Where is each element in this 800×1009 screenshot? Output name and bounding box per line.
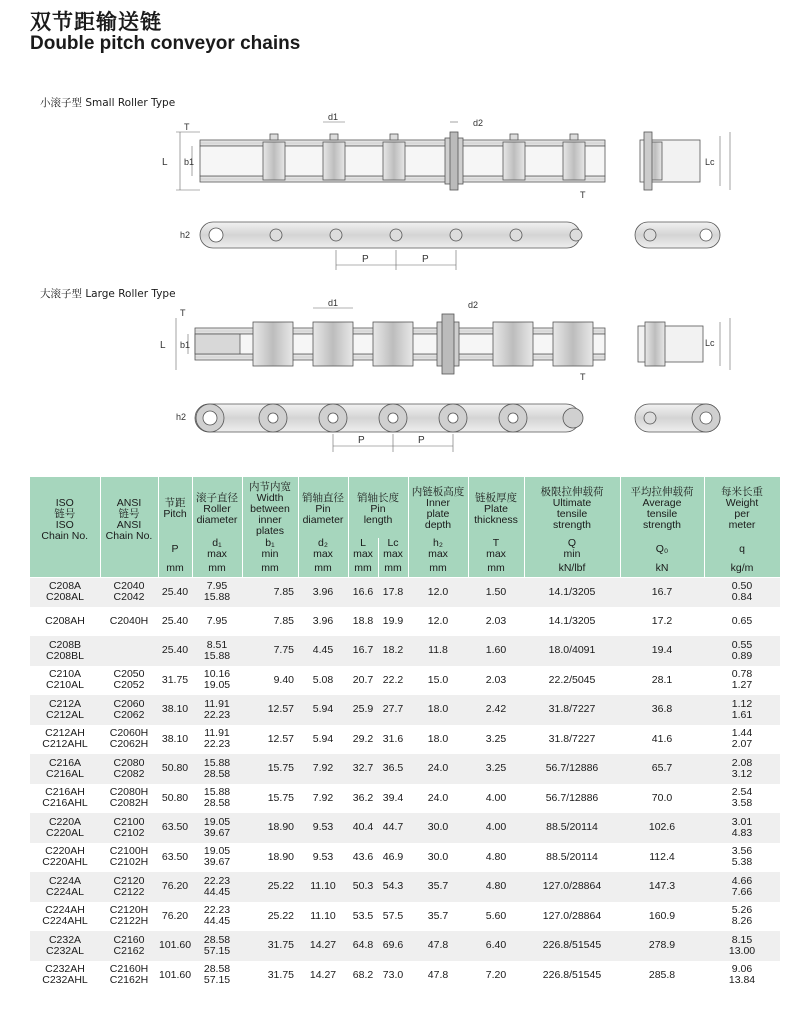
cell-pin-length-lc: 27.7	[378, 695, 408, 725]
page-title-cn: 双节距输送链	[30, 10, 162, 34]
cell-pin-length-lc: 39.4	[378, 784, 408, 814]
cell-ultimate-strength: 226.8/51545	[524, 961, 620, 991]
table-row	[30, 784, 780, 814]
cell-ultimate-strength: 14.1/3205	[524, 607, 620, 637]
cell-weight: 8.15 13.00	[704, 931, 780, 961]
cell-pin-diameter: 4.45	[298, 636, 348, 666]
unit-weight: kg/m	[704, 560, 780, 577]
cell-ansi: C2160H C2162H	[100, 961, 158, 991]
cell-roller-diameter: 28.58 57.15	[192, 931, 242, 961]
large-d2-label: d2	[468, 300, 479, 310]
cell-average-strength: 17.2	[620, 607, 704, 637]
table-row	[30, 872, 780, 902]
cell-plate-thickness: 6.40	[468, 931, 524, 961]
small-P-label-1: P	[362, 254, 369, 265]
cell-weight: 0.65	[704, 607, 780, 637]
page-title-en: Double pitch conveyor chains	[30, 33, 301, 54]
cell-plate-depth: 12.0	[408, 577, 468, 607]
large-b1-label: b1	[180, 340, 191, 350]
small-d2-label: d2	[473, 118, 484, 128]
cell-pin-length-lc: 22.2	[378, 666, 408, 696]
cell-pin-length-l: 40.4	[348, 813, 378, 843]
cell-pin-length-lc: 46.9	[378, 843, 408, 873]
cell-ultimate-strength: 127.0/28864	[524, 902, 620, 932]
cell-pin-length-l: 25.9	[348, 695, 378, 725]
header-width-sym: b₁ min	[242, 538, 298, 560]
cell-pitch: 50.80	[158, 754, 192, 784]
cell-pin-length-lc: 31.6	[378, 725, 408, 755]
cell-iso: C232A C232AL	[30, 931, 100, 961]
small-d1-label: d1	[328, 112, 339, 122]
unit-ult: kN/lbf	[524, 560, 620, 577]
cell-iso: C208AH	[30, 607, 100, 637]
small-side-dimensions	[336, 250, 456, 270]
table-row	[30, 636, 780, 666]
cell-inner-width: 18.90	[242, 843, 298, 873]
small-L-label: L	[162, 157, 168, 168]
cell-average-strength: 70.0	[620, 784, 704, 814]
unit-pitch: mm	[158, 560, 192, 577]
header-pin-diameter: 销轴直径 Pin diameter	[298, 477, 348, 538]
cell-ansi	[100, 636, 158, 666]
cell-plate-thickness: 1.50	[468, 577, 524, 607]
cell-pin-length-l: 20.7	[348, 666, 378, 696]
header-ult-sym: Q min	[524, 538, 620, 560]
cell-weight: 1.12 1.61	[704, 695, 780, 725]
small-roller-type-label: 小滚子型 Small Roller Type	[40, 97, 176, 109]
cell-plate-depth: 15.0	[408, 666, 468, 696]
large-T-top-label: T	[180, 308, 186, 318]
header-l-sym: L max	[348, 538, 378, 560]
cell-pitch: 31.75	[158, 666, 192, 696]
cell-pin-length-l: 43.6	[348, 843, 378, 873]
cell-roller-diameter: 28.58 57.15	[192, 961, 242, 991]
cell-average-strength: 36.8	[620, 695, 704, 725]
unit-lc: mm	[378, 560, 408, 577]
cell-inner-width: 18.90	[242, 813, 298, 843]
cell-ansi: C2040 C2042	[100, 577, 158, 607]
cell-inner-width: 25.22	[242, 872, 298, 902]
cell-ansi: C2060 C2062	[100, 695, 158, 725]
cell-weight: 5.26 8.26	[704, 902, 780, 932]
cell-pin-diameter: 7.92	[298, 784, 348, 814]
header-weight-sym: q	[704, 538, 780, 560]
cell-inner-width: 12.57	[242, 725, 298, 755]
cell-plate-thickness: 2.03	[468, 666, 524, 696]
cell-pin-diameter: 9.53	[298, 813, 348, 843]
cell-pin-length-lc: 36.5	[378, 754, 408, 784]
cell-inner-width: 31.75	[242, 931, 298, 961]
cell-ansi: C2100 C2102	[100, 813, 158, 843]
cell-pitch: 76.20	[158, 872, 192, 902]
cell-iso: C224AH C224AHL	[30, 902, 100, 932]
cell-pin-diameter: 5.08	[298, 666, 348, 696]
unit-pin: mm	[298, 560, 348, 577]
cell-pitch: 25.40	[158, 577, 192, 607]
large-side-dimensions	[333, 434, 453, 452]
cell-ultimate-strength: 31.8/7227	[524, 725, 620, 755]
cell-pin-diameter: 14.27	[298, 931, 348, 961]
cell-average-strength: 19.4	[620, 636, 704, 666]
unit-width: mm	[242, 560, 298, 577]
cell-roller-diameter: 19.05 39.67	[192, 843, 242, 873]
cell-iso: C210A C210AL	[30, 666, 100, 696]
unit-avg: kN	[620, 560, 704, 577]
cell-pin-diameter: 3.96	[298, 607, 348, 637]
cell-pin-length-l: 18.8	[348, 607, 378, 637]
cell-plate-depth: 47.8	[408, 931, 468, 961]
cell-iso: C208B C208BL	[30, 636, 100, 666]
cell-average-strength: 160.9	[620, 902, 704, 932]
cell-pin-length-l: 36.2	[348, 784, 378, 814]
cell-iso: C220A C220AL	[30, 813, 100, 843]
table-row	[30, 843, 780, 873]
cell-inner-width: 9.40	[242, 666, 298, 696]
cell-iso: C216AH C216AHL	[30, 784, 100, 814]
cell-pin-diameter: 14.27	[298, 961, 348, 991]
small-Lc-label: Lc	[705, 157, 715, 167]
cell-plate-depth: 30.0	[408, 843, 468, 873]
cell-pin-diameter: 11.10	[298, 872, 348, 902]
large-T-bottom-label: T	[580, 372, 586, 382]
cell-pin-diameter: 7.92	[298, 754, 348, 784]
cell-pitch: 38.10	[158, 695, 192, 725]
cell-roller-diameter: 8.51 15.88	[192, 636, 242, 666]
cell-pin-diameter: 5.94	[298, 695, 348, 725]
small-P-label-2: P	[422, 254, 429, 265]
cell-plate-depth: 18.0	[408, 695, 468, 725]
cell-ansi: C2050 C2052	[100, 666, 158, 696]
cell-average-strength: 278.9	[620, 931, 704, 961]
large-top-view	[195, 314, 703, 374]
cell-ultimate-strength: 18.0/4091	[524, 636, 620, 666]
cell-ultimate-strength: 88.5/20114	[524, 843, 620, 873]
header-pitch-sym: P	[158, 538, 192, 560]
cell-pin-length-l: 29.2	[348, 725, 378, 755]
cell-iso: C220AH C220AHL	[30, 843, 100, 873]
cell-inner-width: 15.75	[242, 754, 298, 784]
spec-table	[30, 477, 781, 990]
large-roller-diagram	[140, 296, 740, 466]
cell-pin-length-lc: 57.5	[378, 902, 408, 932]
cell-roller-diameter: 11.91 22.23	[192, 725, 242, 755]
header-plate-thickness: 链板厚度 Plate thickness	[468, 477, 524, 538]
cell-plate-thickness: 5.60	[468, 902, 524, 932]
cell-average-strength: 65.7	[620, 754, 704, 784]
cell-pin-diameter: 5.94	[298, 725, 348, 755]
cell-ansi: C2040H	[100, 607, 158, 637]
cell-weight: 0.55 0.89	[704, 636, 780, 666]
cell-pin-length-l: 16.7	[348, 636, 378, 666]
cell-average-strength: 285.8	[620, 961, 704, 991]
cell-pitch: 25.40	[158, 607, 192, 637]
cell-pitch: 38.10	[158, 725, 192, 755]
unit-depth: mm	[408, 560, 468, 577]
cell-pin-length-lc: 44.7	[378, 813, 408, 843]
header-plate-depth: 内链板高度 Inner plate depth	[408, 477, 468, 538]
cell-ultimate-strength: 226.8/51545	[524, 931, 620, 961]
cell-ansi: C2080H C2082H	[100, 784, 158, 814]
cell-weight: 2.54 3.58	[704, 784, 780, 814]
cell-average-strength: 41.6	[620, 725, 704, 755]
cell-average-strength: 102.6	[620, 813, 704, 843]
header-weight: 每米长重 Weight per meter	[704, 477, 780, 538]
cell-pin-length-l: 64.8	[348, 931, 378, 961]
cell-pin-length-l: 16.6	[348, 577, 378, 607]
unit-thick: mm	[468, 560, 524, 577]
cell-plate-depth: 24.0	[408, 784, 468, 814]
cell-ultimate-strength: 56.7/12886	[524, 754, 620, 784]
cell-inner-width: 7.85	[242, 607, 298, 637]
cell-roller-diameter: 15.88 28.58	[192, 784, 242, 814]
cell-roller-diameter: 7.95	[192, 607, 242, 637]
cell-inner-width: 7.75	[242, 636, 298, 666]
cell-pitch: 101.60	[158, 931, 192, 961]
header-avg-sym: Q₀	[620, 538, 704, 560]
cell-ansi: C2160 C2162	[100, 931, 158, 961]
cell-average-strength: 16.7	[620, 577, 704, 607]
cell-pitch: 63.50	[158, 813, 192, 843]
cell-ansi: C2120H C2122H	[100, 902, 158, 932]
cell-plate-thickness: 3.25	[468, 754, 524, 784]
cell-pin-length-lc: 73.0	[378, 961, 408, 991]
cell-ansi: C2060H C2062H	[100, 725, 158, 755]
large-side-view	[195, 404, 720, 432]
cell-plate-thickness: 4.80	[468, 872, 524, 902]
cell-ultimate-strength: 88.5/20114	[524, 813, 620, 843]
cell-average-strength: 28.1	[620, 666, 704, 696]
cell-pitch: 50.80	[158, 784, 192, 814]
small-h2-label: h2	[180, 230, 191, 240]
cell-inner-width: 12.57	[242, 695, 298, 725]
header-ultimate-strength: 极限拉伸载荷 Ultimate tensile strength	[524, 477, 620, 538]
cell-roller-diameter: 7.95 15.88	[192, 577, 242, 607]
cell-weight: 4.66 7.66	[704, 872, 780, 902]
cell-pin-length-l: 53.5	[348, 902, 378, 932]
cell-pin-diameter: 9.53	[298, 843, 348, 873]
table-row	[30, 607, 780, 637]
cell-roller-diameter: 15.88 28.58	[192, 754, 242, 784]
table-row	[30, 961, 780, 991]
cell-weight: 2.08 3.12	[704, 754, 780, 784]
cell-pin-diameter: 3.96	[298, 577, 348, 607]
large-P-label-2: P	[418, 435, 425, 446]
header-iso: ISO 链号 ISO Chain No.	[30, 477, 100, 560]
cell-pin-length-lc: 19.9	[378, 607, 408, 637]
cell-ultimate-strength: 56.7/12886	[524, 784, 620, 814]
cell-weight: 9.06 13.84	[704, 961, 780, 991]
cell-plate-depth: 35.7	[408, 902, 468, 932]
cell-pin-length-lc: 69.6	[378, 931, 408, 961]
cell-plate-thickness: 1.60	[468, 636, 524, 666]
cell-plate-thickness: 4.00	[468, 784, 524, 814]
cell-plate-thickness: 4.80	[468, 843, 524, 873]
cell-pin-diameter: 11.10	[298, 902, 348, 932]
cell-ansi: C2100H C2102H	[100, 843, 158, 873]
small-T-top-label: T	[184, 122, 190, 132]
cell-pin-length-l: 32.7	[348, 754, 378, 784]
large-h2-label: h2	[176, 412, 187, 422]
cell-roller-diameter: 10.16 19.05	[192, 666, 242, 696]
large-roller-type-label: 大滚子型 Large Roller Type	[40, 288, 176, 300]
cell-pitch: 76.20	[158, 902, 192, 932]
cell-roller-diameter: 22.23 44.45	[192, 902, 242, 932]
cell-plate-thickness: 3.25	[468, 725, 524, 755]
header-lc-sym: Lc max	[378, 538, 408, 560]
cell-plate-thickness: 7.20	[468, 961, 524, 991]
cell-pitch: 63.50	[158, 843, 192, 873]
cell-inner-width: 31.75	[242, 961, 298, 991]
cell-pin-length-lc: 54.3	[378, 872, 408, 902]
table-row	[30, 577, 780, 607]
cell-average-strength: 112.4	[620, 843, 704, 873]
header-average-strength: 平均拉伸载荷 Average tensile strength	[620, 477, 704, 538]
header-roller-sym: d₁ max	[192, 538, 242, 560]
small-top-view	[200, 132, 700, 190]
cell-weight: 3.56 5.38	[704, 843, 780, 873]
header-ansi: ANSI 链号 ANSI Chain No.	[100, 477, 158, 560]
header-pin-sym: d₂ max	[298, 538, 348, 560]
cell-ansi: C2080 C2082	[100, 754, 158, 784]
cell-plate-depth: 18.0	[408, 725, 468, 755]
cell-plate-depth: 35.7	[408, 872, 468, 902]
cell-plate-depth: 12.0	[408, 607, 468, 637]
cell-iso: C212A C212AL	[30, 695, 100, 725]
table-row	[30, 902, 780, 932]
cell-pitch: 101.60	[158, 961, 192, 991]
cell-ultimate-strength: 22.2/5045	[524, 666, 620, 696]
small-b1-label: b1	[184, 157, 195, 167]
cell-plate-thickness: 4.00	[468, 813, 524, 843]
cell-inner-width: 25.22	[242, 902, 298, 932]
cell-plate-depth: 47.8	[408, 961, 468, 991]
header-width: 内节内宽 Width between inner plates	[242, 477, 298, 538]
cell-roller-diameter: 19.05 39.67	[192, 813, 242, 843]
cell-plate-depth: 30.0	[408, 813, 468, 843]
cell-weight: 1.44 2.07	[704, 725, 780, 755]
cell-iso: C232AH C232AHL	[30, 961, 100, 991]
unit-roller: mm	[192, 560, 242, 577]
cell-inner-width: 15.75	[242, 784, 298, 814]
table-row	[30, 754, 780, 784]
cell-pin-length-l: 50.3	[348, 872, 378, 902]
cell-weight: 3.01 4.83	[704, 813, 780, 843]
cell-plate-thickness: 2.03	[468, 607, 524, 637]
cell-ultimate-strength: 14.1/3205	[524, 577, 620, 607]
cell-weight: 0.78 1.27	[704, 666, 780, 696]
header-pitch: 节距 Pitch	[158, 477, 192, 538]
cell-iso: C216A C216AL	[30, 754, 100, 784]
cell-plate-depth: 11.8	[408, 636, 468, 666]
cell-roller-diameter: 22.23 44.45	[192, 872, 242, 902]
small-T-bottom-label: T	[580, 190, 586, 200]
cell-pin-length-lc: 18.2	[378, 636, 408, 666]
large-Lc-label: Lc	[705, 338, 715, 348]
small-roller-diagram	[140, 110, 740, 275]
cell-ansi: C2120 C2122	[100, 872, 158, 902]
cell-iso: C208A C208AL	[30, 577, 100, 607]
small-side-view	[200, 222, 720, 248]
large-d1-label: d1	[328, 298, 339, 308]
large-L-label: L	[160, 340, 166, 351]
cell-iso: C212AH C212AHL	[30, 725, 100, 755]
header-depth-sym: h₂ max	[408, 538, 468, 560]
header-pin-length: 销轴长度 Pin length	[348, 477, 408, 538]
cell-pitch: 25.40	[158, 636, 192, 666]
cell-weight: 0.50 0.84	[704, 577, 780, 607]
spec-table-body	[30, 577, 780, 990]
table-row	[30, 666, 780, 696]
cell-roller-diameter: 11.91 22.23	[192, 695, 242, 725]
cell-iso: C224A C224AL	[30, 872, 100, 902]
table-row	[30, 695, 780, 725]
cell-plate-thickness: 2.42	[468, 695, 524, 725]
table-row	[30, 813, 780, 843]
cell-plate-depth: 24.0	[408, 754, 468, 784]
cell-pin-length-l: 68.2	[348, 961, 378, 991]
header-roller: 滚子直径 Roller diameter	[192, 477, 242, 538]
cell-pin-length-lc: 17.8	[378, 577, 408, 607]
cell-ultimate-strength: 127.0/28864	[524, 872, 620, 902]
cell-average-strength: 147.3	[620, 872, 704, 902]
cell-ultimate-strength: 31.8/7227	[524, 695, 620, 725]
cell-inner-width: 7.85	[242, 577, 298, 607]
unit-l: mm	[348, 560, 378, 577]
table-row	[30, 931, 780, 961]
header-thick-sym: T max	[468, 538, 524, 560]
large-P-label-1: P	[358, 435, 365, 446]
table-row	[30, 725, 780, 755]
